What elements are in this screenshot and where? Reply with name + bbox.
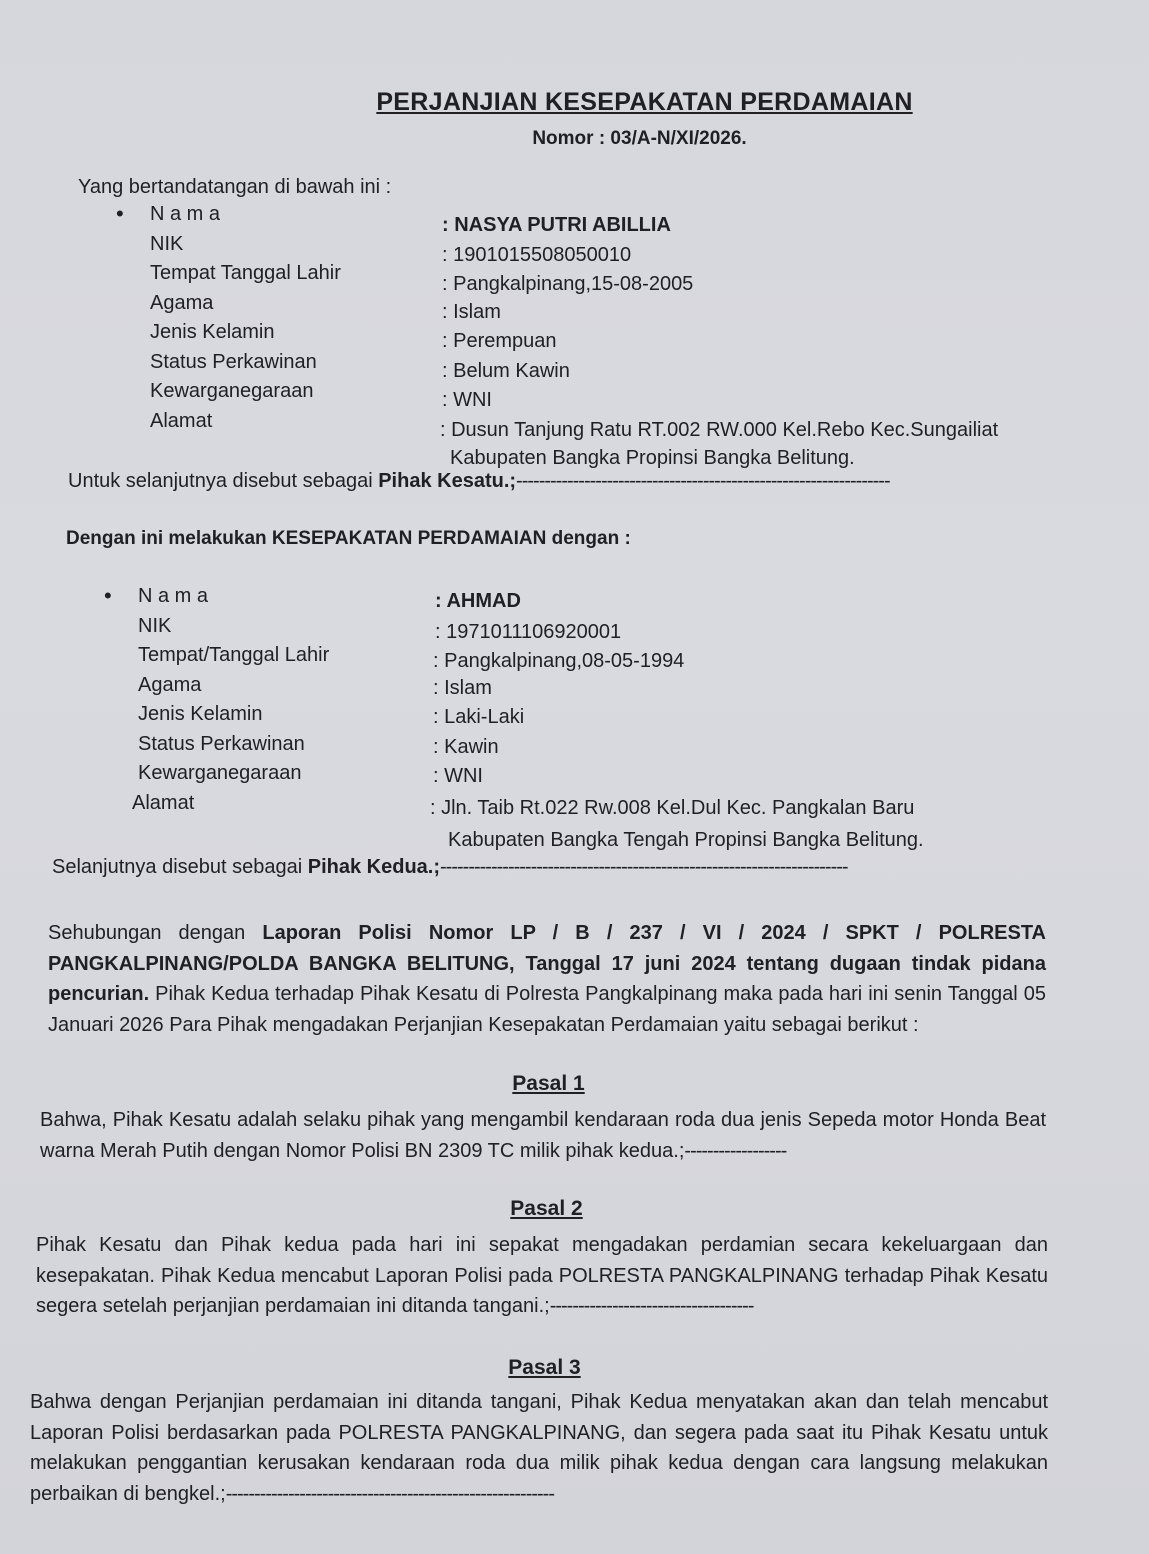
party2-value: : WNI — [433, 765, 483, 787]
party2-identity — [104, 583, 1058, 851]
party1-closing-dashes: ------------------------------------------------------------------ — [516, 470, 890, 492]
pasal2-dashes: ------------------------------------ — [549, 1295, 754, 1317]
party2-value: : Islam — [433, 676, 492, 699]
background-paragraph — [48, 918, 1046, 1040]
party1-value: : 1901015508050010 — [442, 243, 632, 266]
party1-closing — [68, 470, 1040, 493]
party1-closing-label: Pihak Kesatu.; — [378, 470, 517, 492]
pasal1-dashes: ------------------ — [684, 1139, 787, 1162]
party2-closing — [52, 856, 1040, 879]
pasal3-heading — [0, 1356, 1149, 1380]
pasal3-dashes: ---------------------------------------------------------- — [225, 1482, 554, 1505]
party2-value: : Kawin — [433, 735, 499, 758]
party2-closing-text: Selanjutnya disebut sebagai — [52, 856, 308, 878]
party2-label: N a m a — [138, 585, 209, 607]
police-report-reference: Laporan Polisi Nomor LP / B / 237 / VI / 2024 / SPKT / POLRESTA PANGKALPINANG/POLDA BANGKA BELITUNG, Tanggal 17 juni 2024 tentang dugaan tindak pidana pencurian. — [48, 922, 1046, 1005]
party1-label: Agama — [150, 291, 214, 314]
party1-label: Kewarganegaraan — [150, 380, 314, 402]
party2-label: Tempat/Tanggal Lahir — [138, 644, 330, 666]
party1-value: : Pangkalpinang,15-08-2005 — [442, 273, 694, 295]
background-text: Pihak Kedua terhadap Pihak Kesatu di Polresta Pangkalpinang maka pada hari ini senin Tanggal 05 Januari 2026 Para Pihak mengadakan Perjanjian Kesepakatan Perdamaian yaitu sebagai berikut : — [48, 983, 1046, 1036]
party2-address-line2: Kabupaten Bangka Tengah Propinsi Bangka Belitung. — [448, 829, 924, 851]
party1-value: : NASYA PUTRI ABILLIA — [442, 214, 671, 236]
pasal3-text — [30, 1387, 1048, 1509]
party2-label: Kewarganegaraan — [138, 762, 302, 784]
party2-value: : Jln. Taib Rt.022 Rw.008 Kel.Dul Kec. Pangkalan Baru — [430, 796, 915, 819]
party2-value: : Laki-Laki — [433, 706, 525, 728]
party1-closing-text: Untuk selanjutnya disebut sebagai — [68, 470, 379, 492]
party1-label: Alamat — [150, 409, 213, 432]
party2-label: Agama — [138, 673, 202, 696]
party2-label: NIK — [138, 614, 172, 637]
party2-label: Status Perkawinan — [138, 732, 305, 755]
party2-value: : AHMAD — [435, 590, 521, 612]
party1-address-line2: Kabupaten Bangka Propinsi Bangka Belitung. — [450, 447, 855, 469]
party1-identity — [116, 201, 1070, 469]
bullet-icon: • — [104, 583, 112, 608]
party2-closing-label: Pihak Kedua.; — [307, 856, 441, 878]
pasal3-body: Bahwa dengan Perjanjian perdamaian ini ditanda tangani, Pihak Kedua menyatakan akan dan telah mencabut Laporan Polisi berdasarkan pada POLRESTA PANGKALPINANG, dan segera pada saat itu Pihak Kesatu untuk melakukan penggantian kerusakan kendaraan roda dua milik pihak kedua dengan cara langsung melakukan perbaikan di bengkel.; — [30, 1391, 1048, 1505]
pasal3-heading-text: Pasal 3 — [508, 1356, 581, 1379]
background-text: Sehubungan dengan — [48, 922, 263, 944]
party2-value: : Pangkalpinang,08-05-1994 — [433, 650, 685, 672]
party1-label: NIK — [150, 232, 184, 255]
party2-closing-dashes: ------------------------------------------------------------------------ — [440, 856, 848, 878]
pasal2-body: Pihak Kesatu dan Pihak kedua pada hari ini sepakat mengadakan perdamian secara kekeluargaan dan kesepakatan. Pihak Kedua mencabut Laporan Polisi pada POLRESTA PANGKALPINANG terhadap Pihak Kesatu segera setelah perjanjian perdamaian ini ditanda tangani.; — [36, 1234, 1048, 1317]
pasal1-heading-text: Pasal 1 — [512, 1072, 585, 1095]
party1-value: : Islam — [442, 300, 501, 323]
party2-label: Alamat — [132, 791, 195, 814]
party1-label: Jenis Kelamin — [150, 321, 275, 343]
party1-label: N a m a — [150, 203, 221, 225]
intro-text: Yang bertandatangan di bawah ini : — [78, 176, 392, 198]
bullet-icon: • — [116, 201, 124, 226]
party1-label: Tempat Tanggal Lahir — [150, 262, 341, 284]
pasal1-heading — [0, 1072, 1149, 1096]
party1-value: : Perempuan — [442, 330, 557, 352]
document-number: Nomor : 03/A-N/XI/2026. — [532, 128, 747, 149]
pasal2-text — [36, 1230, 1048, 1322]
party1-value: : WNI — [442, 389, 492, 411]
pasal1-text — [40, 1105, 1046, 1166]
party2-value: : 1971011106920001 — [435, 620, 622, 643]
agreement-line: Dengan ini melakukan KESEPAKATAN PERDAMAIAN dengan : — [66, 528, 631, 549]
document-title: PERJANJIAN KESEPAKATAN PERDAMAIAN — [376, 88, 913, 116]
pasal2-heading — [0, 1197, 1149, 1221]
party2-label: Jenis Kelamin — [138, 703, 263, 725]
pasal1-body: Bahwa, Pihak Kesatu adalah selaku pihak yang mengambil kendaraan roda dua jenis Sepeda motor Honda Beat warna Merah Putih dengan Nomor Polisi BN 2309 TC milik pihak kedua.; — [40, 1109, 1046, 1162]
pasal2-heading-text: Pasal 2 — [510, 1197, 583, 1220]
party1-value: : Belum Kawin — [442, 359, 570, 382]
party1-value: : Dusun Tanjung Ratu RT.002 RW.000 Kel.Rebo Kec.Sungailiat — [440, 418, 999, 441]
party1-label: Status Perkawinan — [150, 350, 317, 373]
